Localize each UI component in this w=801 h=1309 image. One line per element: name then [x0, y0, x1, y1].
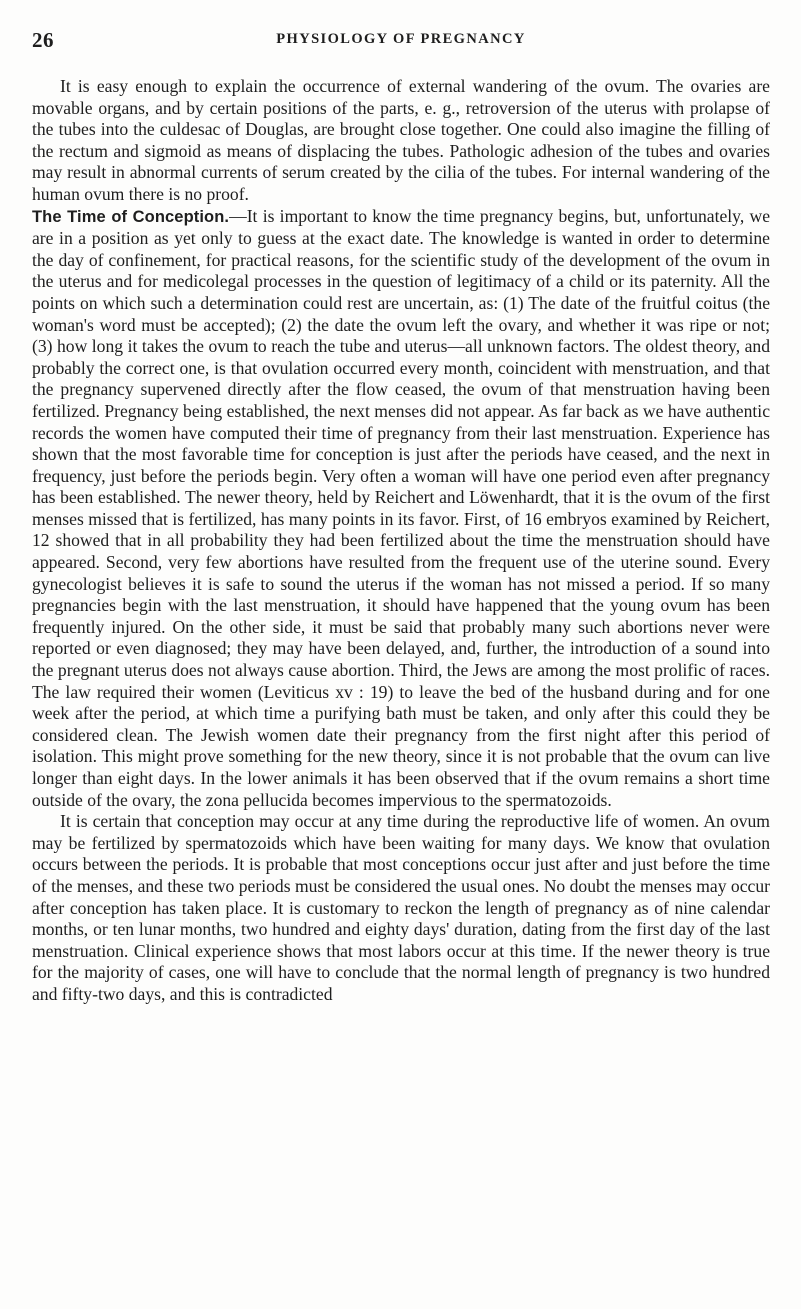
- page-number: 26: [32, 28, 54, 52]
- paragraph-external-wandering: It is easy enough to explain the occurrence of external wandering of the ovum. The ovaries are movable organs, and by certain positions of the parts, e. g., retroversion of the uterus with prolapse of the tubes into the culdesac of Douglas, are brought close together. One could also imagine the filling of the rectum and sigmoid as means of displacing the tubes. Pathologic adhesion of the tubes and ovaries may result in abnormal currents of serum created by the cilia of the tubes. For internal wandering of the human ovum there is no proof.: [32, 76, 770, 204]
- running-title: PHYSIOLOGY OF PREGNANCY: [276, 31, 526, 47]
- section-heading: The Time of Conception.: [32, 207, 230, 226]
- paragraph-text: —It is important to know the time pregnancy begins, but, unfortunately, we are in a position as yet only to guess at the exact date. The knowledge is wanted in order to determine the day of confinement, for practical reasons, for the scientific study of the development of the ovum in the uterus and for medicolegal processes in the question of legitimacy of a child or its paternity. All the points on which such a determination could rest are uncertain, as: (1) The date of the fruitful coitus (the woman's word must be accepted); (2) the date the ovum left the ovary, and whether it was ripe or not; (3) how long it takes the ovum to reach the tube and uterus—all unknown factors. The oldest theory, and probably the correct one, is that ovulation occurred every month, coincident with menstruation, and that the pregnancy supervened directly after the flow ceased, the ovum of that menstruation having been fertilized. Pregnancy being established, the next menses did not appear. As far back as we have authentic records the women have computed their time of pregnancy from their last menstruation. Experience has shown that the most favorable time for conception is just after the periods have ceased, and the next in frequency, just before the periods begin. Very often a woman will have one period even after pregnancy has been established. The newer theory, held by Reichert and Löwenhardt, that it is the ovum of the first menses missed that is fertilized, has many points in its favor. First, of 16 embryos examined by Reichert, 12 showed that in all probability they had been fertilized about the time the menstruation should have appeared. Second, very few abortions have resulted from the frequent use of the uterine sound. Every gynecologist believes it is safe to sound the uterus if the woman has not missed a period. If so many pregnancies begin with the last menstruation, it should have happened that the young ovum has been frequently injured. On the other side, it must be said that probably many such abortions never were reported or even diagnosed; they may have been delayed, and, further, the introduction of a sound into the pregnant uterus does not always cause abortion. Third, the Jews are among the most prolific of races. The law required their women (Leviticus xv : 19) to leave the bed of the husband during and for one week after the period, at which time a purifying bath must be taken, and only after this could they be considered clean. The Jewish women date their pregnancy from the first night after this period of isolation. This might prove something for the new theory, since it is not probable that the ovum can live longer than eight days. In the lower animals it has been observed that if the ovum remains a short time outside of the ovary, the zona pellucida becomes impervious to the spermatozoids.: [32, 205, 771, 810]
- body-text: [32, 76, 770, 1006]
- paragraph-conception-timing: It is certain that conception may occur at any time during the reproductive life of women. An ovum may be fertilized by spermatozoids which have been waiting for many days. We know that ovulation occurs between the periods. It is probable that most conceptions occur just after and just before the time of the menses, and these two periods must be considered the usual ones. No doubt the menses may occur after conception has taken place. It is customary to reckon the length of pregnancy as of nine calendar months, or ten lunar months, two hundred and eighty days' duration, dating from the first day of the last menstruation. Clinical experience shows that most labors occur at this time. If the newer theory is true for the majority of cases, one will have to conclude that the normal length of pregnancy is two hundred and fifty-two days, and this is contradicted: [32, 811, 770, 1004]
- running-head: [32, 28, 770, 56]
- paragraph-time-of-conception: [32, 206, 770, 812]
